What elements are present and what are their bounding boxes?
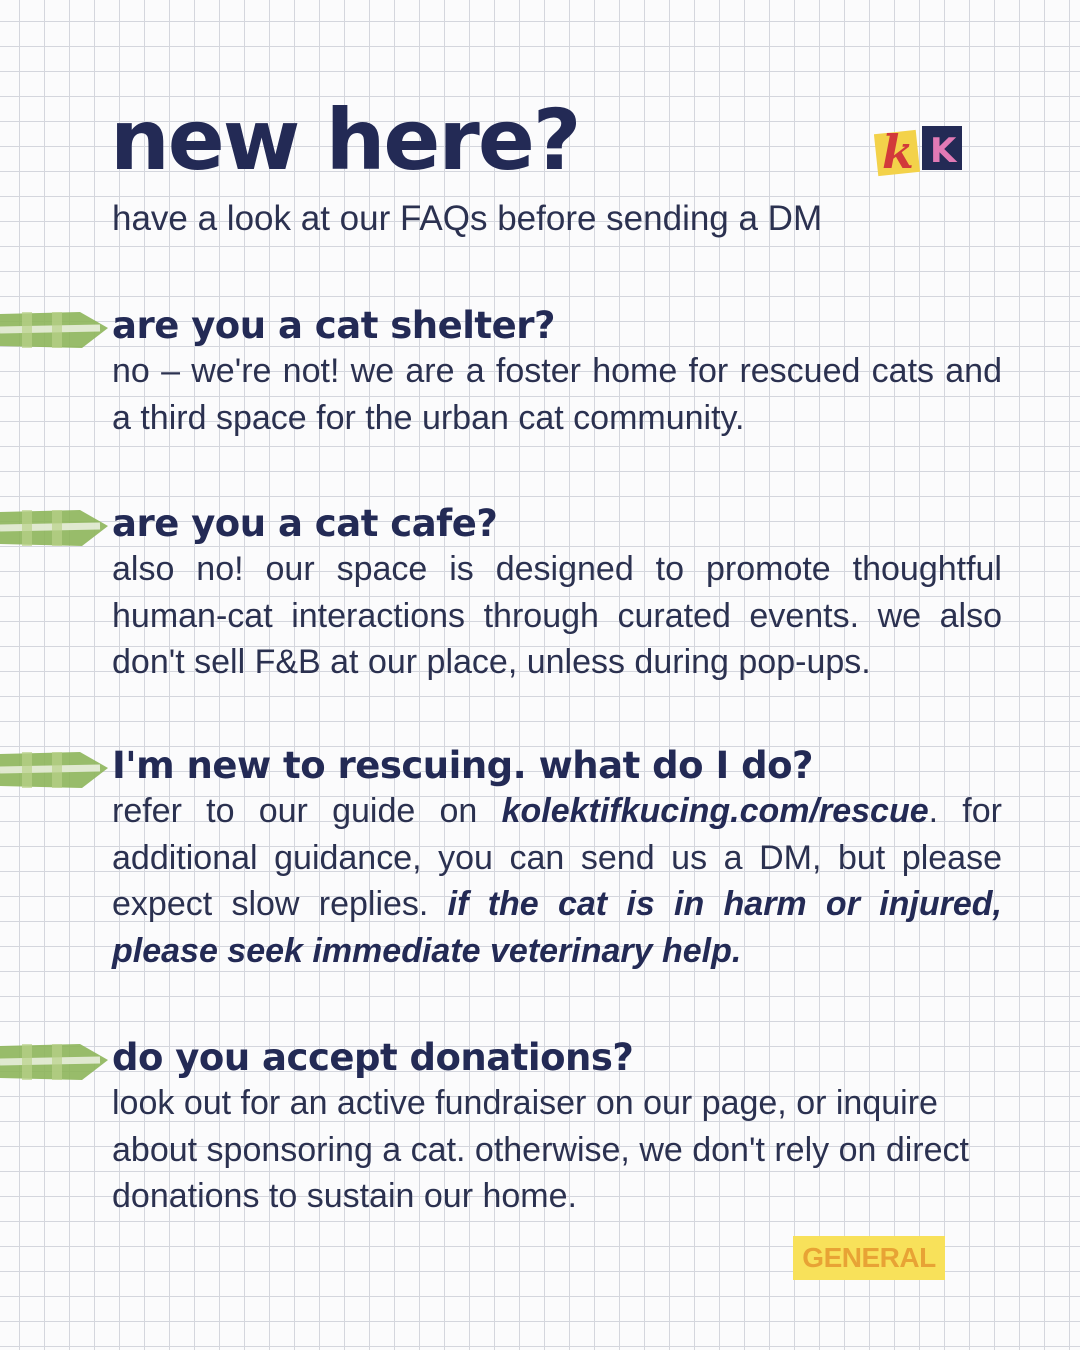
brand-logo: [874, 120, 966, 178]
logo-letter-k-upper: K: [930, 131, 957, 171]
page-title: new here?: [110, 91, 580, 189]
logo-letter-k-lower: k: [882, 125, 914, 178]
faq-answer-middle: . for additional guidance, you can send us a DM, but please expect slow replies.: [112, 792, 1002, 923]
faq-item-rescuing: [112, 744, 1002, 974]
page-subtitle: have a look at our FAQs before sending a DM: [112, 199, 823, 238]
faq-answer: also no! our space is designed to promote thoughtful human-cat interactions through curated events. we also don't sell F&B at our place, unless during pop-ups.: [112, 550, 1002, 681]
rescue-guide-link[interactable]: kolektifkucing.com/rescue: [501, 792, 929, 830]
faq-answer: look out for an active fundraiser on our page, or inquire about sponsoring a cat. otherwise, we don't rely on direct donations to sustain our home.: [112, 1084, 969, 1215]
washi-tape-icon: [0, 506, 110, 550]
faq-answer-emphasis: if the cat is in harm or injured, please seek immediate veterinary help.: [112, 885, 1002, 970]
category-badge: GENERAL: [793, 1236, 945, 1280]
washi-tape-icon: [0, 308, 110, 352]
faq-item-donations: [112, 1036, 1002, 1220]
faq-answer: no – we're not! we are a foster home for rescued cats and a third space for the urban cat community.: [112, 352, 1002, 437]
washi-tape-icon: [0, 748, 110, 792]
faq-item-cafe: [112, 502, 1002, 686]
faq-item-shelter: [112, 304, 1002, 441]
faq-question: are you a cat cafe?: [112, 502, 498, 545]
faq-question: do you accept donations?: [112, 1036, 634, 1079]
faq-question: I'm new to rescuing. what do I do?: [112, 744, 813, 787]
faq-question: are you a cat shelter?: [112, 304, 555, 347]
faq-answer: [112, 788, 1002, 974]
washi-tape-icon: [0, 1040, 110, 1084]
faq-answer-prefix: refer to our guide on: [112, 792, 502, 830]
